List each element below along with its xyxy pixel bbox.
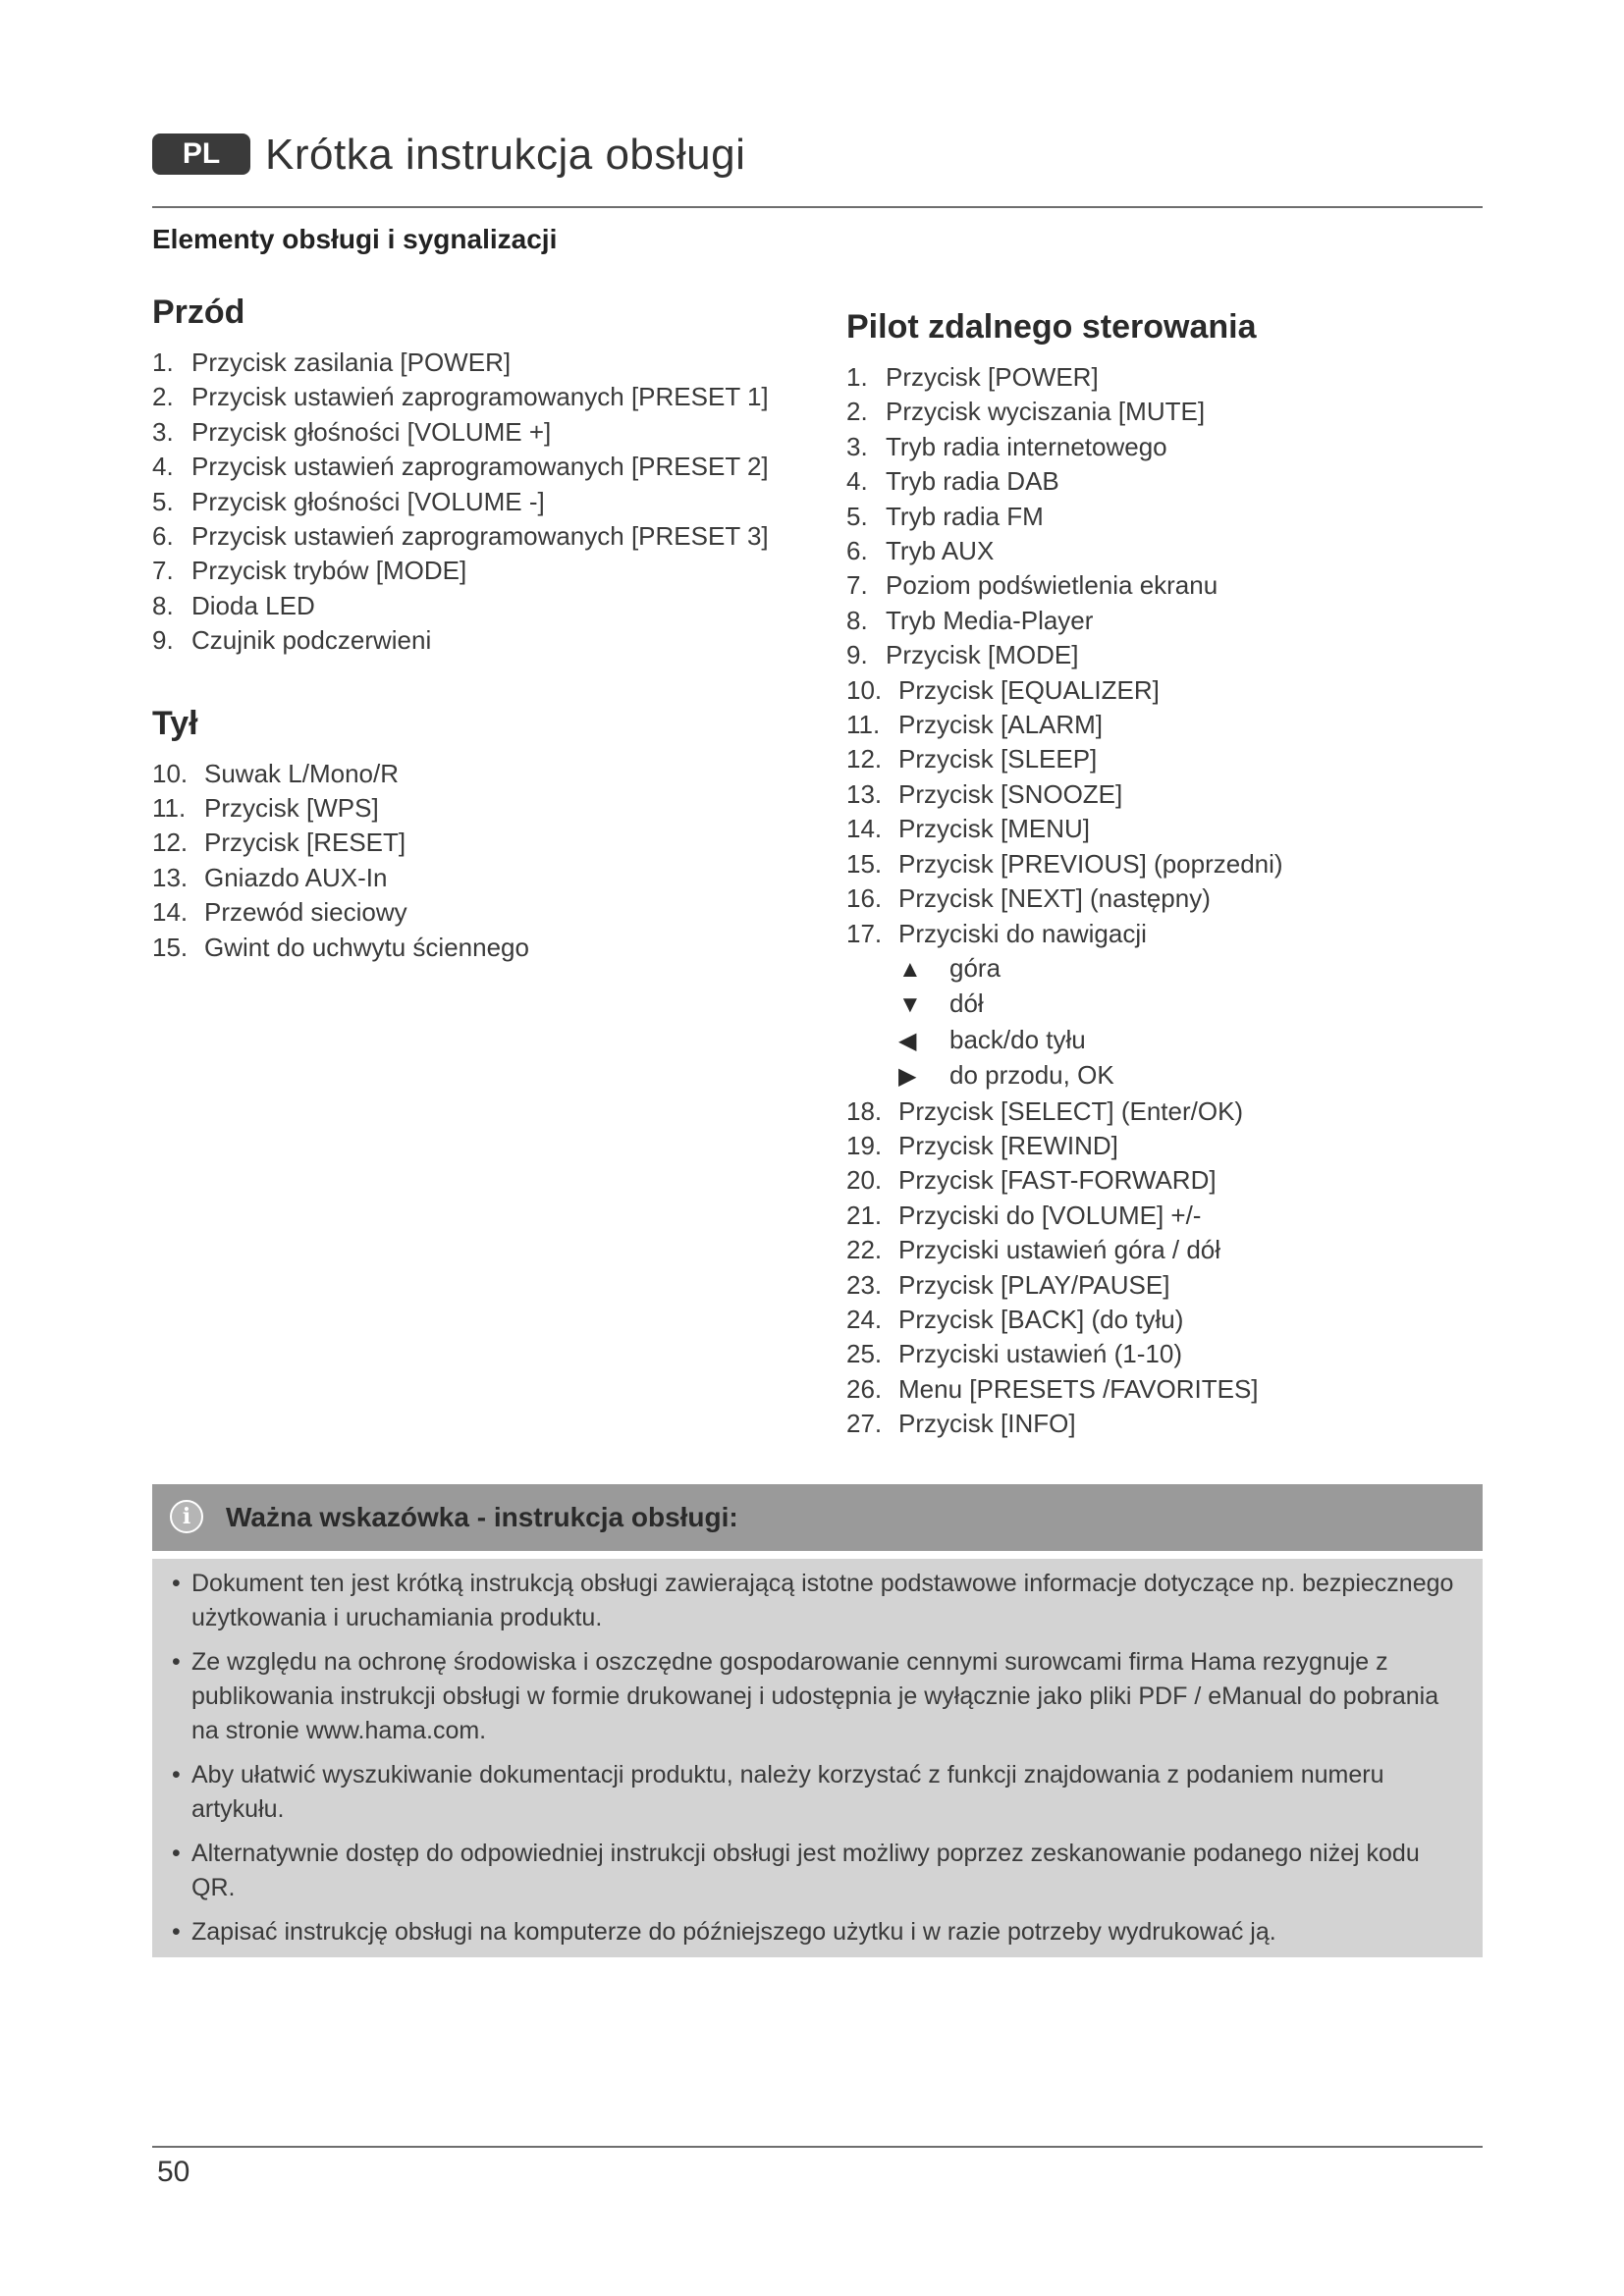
item-text: Przyciski ustawień (1-10) bbox=[898, 1339, 1182, 1369]
list-item bbox=[846, 881, 1485, 916]
item-number: 4. bbox=[846, 466, 868, 497]
item-number: 9. bbox=[846, 640, 868, 670]
list-item bbox=[846, 1407, 1485, 1441]
notice-bullet: • Zapisać instrukcję obsługi na komputerze do późniejszego użytku i w razie potrzeby wydrukować ją. bbox=[172, 1915, 1463, 1949]
remote-items-list-c bbox=[846, 1095, 1485, 1442]
list-item bbox=[846, 1233, 1485, 1267]
item-number: 22. bbox=[846, 1235, 883, 1265]
notice-bullet: • Ze względu na ochronę środowiska i oszczędne gospodarowanie cennymi surowcami firma Hama rezygnuje z publikowania instrukcji obsługi w formie drukowanej i udostępnia je wyłącznie jako pliki PDF / eManual do pobrania na stronie www.hama.com. bbox=[172, 1645, 1463, 1748]
item-number: 11. bbox=[152, 793, 187, 824]
item-text: Przewód sieciowy bbox=[204, 897, 407, 928]
item-number: 25. bbox=[846, 1339, 883, 1369]
list-item bbox=[846, 1268, 1485, 1303]
item-text: Przycisk [PLAY/PAUSE] bbox=[898, 1269, 1170, 1300]
item-text: Dioda LED bbox=[191, 590, 315, 620]
item-number: 7. bbox=[846, 570, 868, 601]
item-number: 13. bbox=[152, 862, 189, 892]
item-number: 19. bbox=[846, 1130, 883, 1160]
notice-bullets bbox=[172, 1567, 1463, 1949]
notice-bullet: • Alternatywnie dostęp do odpowiedniej instrukcji obsługi jest możliwy poprzez zeskanowanie podanego niżej kodu QR. bbox=[172, 1837, 1463, 1905]
item-number: 3. bbox=[846, 431, 868, 461]
list-item bbox=[846, 1129, 1485, 1163]
list-item bbox=[846, 1199, 1485, 1233]
page-header bbox=[152, 126, 1483, 208]
list-item bbox=[152, 861, 790, 895]
list-item bbox=[846, 464, 1485, 499]
item-number: 16. bbox=[846, 883, 883, 914]
list-item bbox=[846, 534, 1485, 568]
item-number: 13. bbox=[846, 778, 883, 809]
item-text: Suwak L/Mono/R bbox=[204, 758, 399, 788]
list-item bbox=[152, 346, 790, 380]
item-number: 8. bbox=[846, 605, 868, 635]
item-text: Przycisk [FAST-FORWARD] bbox=[898, 1165, 1217, 1196]
item-number: 23. bbox=[846, 1269, 883, 1300]
item-number: 10. bbox=[152, 758, 189, 788]
item-number: 8. bbox=[152, 590, 174, 620]
item-text: Przyciski do nawigacji bbox=[898, 918, 1147, 948]
list-item bbox=[152, 895, 790, 930]
list-item bbox=[846, 500, 1485, 534]
item-text: Czujnik podczerwieni bbox=[191, 625, 432, 656]
nav-item-text: do przodu, OK bbox=[949, 1060, 1114, 1091]
navigation-sub-list bbox=[846, 951, 1485, 1095]
item-number: 1. bbox=[152, 347, 174, 377]
item-text: Przyciski ustawień góra / dół bbox=[898, 1235, 1221, 1265]
list-item bbox=[152, 757, 790, 791]
remote-items-list-a bbox=[846, 360, 1485, 673]
language-badge: PL bbox=[152, 133, 250, 175]
item-text: Przycisk ustawień zaprogramowanych [PRESET 2] bbox=[191, 452, 769, 482]
notice-title: Ważna wskazówka - instrukcja obsługi: bbox=[226, 1502, 738, 1532]
item-number: 27. bbox=[846, 1409, 883, 1439]
nav-item bbox=[898, 951, 1485, 987]
list-item bbox=[152, 623, 790, 658]
notice-bullet: • Dokument ten jest krótką instrukcją obsługi zawierającą istotne podstawowe informacje dotyczące np. bezpiecznego użytkowania i uruchamiania produktu. bbox=[172, 1567, 1463, 1635]
item-number: 2. bbox=[846, 397, 868, 427]
item-text: Tryb radia FM bbox=[886, 501, 1044, 531]
list-item bbox=[846, 673, 1485, 708]
item-number: 5. bbox=[846, 501, 868, 531]
important-notice-box bbox=[152, 1484, 1483, 1957]
nav-item-text: góra bbox=[949, 952, 1001, 983]
item-number: 2. bbox=[152, 382, 174, 412]
item-text: Przycisk ustawień zaprogramowanych [PRESET 1] bbox=[191, 382, 769, 412]
item-number: 4. bbox=[152, 452, 174, 482]
list-item bbox=[846, 847, 1485, 881]
list-item bbox=[846, 430, 1485, 464]
item-number: 24. bbox=[846, 1304, 883, 1334]
item-text: Przycisk [BACK] (do tyłu) bbox=[898, 1304, 1184, 1334]
item-text: Przycisk [RESET] bbox=[204, 828, 406, 858]
list-item bbox=[846, 777, 1485, 812]
item-number: 9. bbox=[152, 625, 174, 656]
list-item bbox=[846, 638, 1485, 672]
item-text: Przycisk zasilania [POWER] bbox=[191, 347, 512, 377]
section-title: Elementy obsługi i sygnalizacji bbox=[152, 224, 558, 254]
info-icon: i bbox=[170, 1500, 203, 1533]
list-item bbox=[152, 485, 790, 519]
back-heading: Tył bbox=[152, 704, 198, 742]
list-item bbox=[846, 708, 1485, 742]
list-item bbox=[152, 450, 790, 484]
item-text: Przycisk [INFO] bbox=[898, 1409, 1076, 1439]
item-number: 11. bbox=[846, 710, 881, 740]
list-item bbox=[846, 1095, 1485, 1129]
list-item bbox=[152, 380, 790, 414]
item-number: 20. bbox=[846, 1165, 883, 1196]
list-item bbox=[152, 826, 790, 860]
right-column bbox=[846, 305, 1485, 1442]
item-text: Przycisk [MODE] bbox=[886, 640, 1079, 670]
front-items-list bbox=[152, 346, 790, 659]
list-item bbox=[846, 568, 1485, 603]
list-item bbox=[846, 1163, 1485, 1198]
item-text: Gwint do uchwytu ściennego bbox=[204, 932, 529, 962]
item-text: Przycisk [WPS] bbox=[204, 793, 379, 824]
list-item bbox=[846, 1337, 1485, 1371]
item-number: 12. bbox=[846, 744, 883, 774]
item-text: Przyciski do [VOLUME] +/- bbox=[898, 1200, 1202, 1230]
item-text: Przycisk [PREVIOUS] (poprzedni) bbox=[898, 848, 1283, 879]
item-text: Przycisk [SELECT] (Enter/OK) bbox=[898, 1095, 1244, 1126]
list-item bbox=[152, 554, 790, 588]
item-text: Tryb Media-Player bbox=[886, 605, 1094, 635]
list-item bbox=[152, 415, 790, 450]
front-heading: Przód bbox=[152, 294, 245, 331]
list-item bbox=[846, 360, 1485, 395]
item-text: Przycisk [POWER] bbox=[886, 362, 1099, 392]
item-text: Przycisk trybów [MODE] bbox=[191, 556, 467, 586]
item-text: Tryb radia DAB bbox=[886, 466, 1059, 497]
item-number: 6. bbox=[152, 521, 174, 552]
arrow-left-icon: ◀ bbox=[898, 1027, 917, 1054]
footer-divider bbox=[152, 2146, 1483, 2148]
nav-item bbox=[898, 1058, 1485, 1094]
nav-item bbox=[898, 1023, 1485, 1058]
item-text: Przycisk wyciszania [MUTE] bbox=[886, 397, 1206, 427]
item-number: 10. bbox=[846, 674, 883, 705]
item-text: Poziom podświetlenia ekranu bbox=[886, 570, 1218, 601]
item-text: Menu [PRESETS /FAVORITES] bbox=[898, 1373, 1259, 1404]
list-item bbox=[846, 812, 1485, 846]
item-text: Przycisk głośności [VOLUME +] bbox=[191, 416, 552, 447]
list-item bbox=[846, 395, 1485, 429]
left-column bbox=[152, 291, 790, 965]
arrow-down-icon: ▼ bbox=[898, 991, 922, 1019]
item-number: 18. bbox=[846, 1095, 883, 1126]
remote-heading: Pilot zdalnego sterowania bbox=[846, 308, 1257, 346]
item-number: 17. bbox=[846, 918, 883, 948]
item-text: Przycisk [ALARM] bbox=[898, 710, 1104, 740]
item-number: 7. bbox=[152, 556, 174, 586]
notice-body bbox=[152, 1559, 1483, 1957]
item-number: 14. bbox=[846, 814, 883, 844]
notice-header bbox=[152, 1484, 1483, 1551]
item-number: 3. bbox=[152, 416, 174, 447]
item-text: Przycisk ustawień zaprogramowanych [PRESET 3] bbox=[191, 521, 769, 552]
item-number: 1. bbox=[846, 362, 868, 392]
item-number: 15. bbox=[152, 932, 189, 962]
list-item bbox=[152, 791, 790, 826]
item-number: 26. bbox=[846, 1373, 883, 1404]
list-item bbox=[152, 519, 790, 554]
item-text: Przycisk [EQUALIZER] bbox=[898, 674, 1160, 705]
item-text: Przycisk [NEXT] (następny) bbox=[898, 883, 1211, 914]
list-item bbox=[152, 589, 790, 623]
nav-item-text: back/do tyłu bbox=[949, 1024, 1086, 1054]
item-number: 5. bbox=[152, 486, 174, 516]
item-text: Tryb AUX bbox=[886, 536, 995, 566]
item-text: Przycisk głośności [VOLUME -] bbox=[191, 486, 545, 516]
item-text: Przycisk [MENU] bbox=[898, 814, 1090, 844]
list-item bbox=[846, 1303, 1485, 1337]
list-item bbox=[846, 917, 1485, 951]
list-item bbox=[846, 742, 1485, 776]
remote-items-list-b bbox=[846, 673, 1485, 951]
document-title: Krótka instrukcja obsługi bbox=[265, 131, 746, 179]
list-item bbox=[846, 1372, 1485, 1407]
list-item bbox=[152, 931, 790, 965]
item-text: Przycisk [SLEEP] bbox=[898, 744, 1098, 774]
item-number: 6. bbox=[846, 536, 868, 566]
item-text: Tryb radia internetowego bbox=[886, 431, 1167, 461]
item-number: 15. bbox=[846, 848, 883, 879]
page-number: 50 bbox=[157, 2156, 190, 2188]
item-text: Gniazdo AUX-In bbox=[204, 862, 388, 892]
back-items-list bbox=[152, 757, 790, 965]
nav-item bbox=[898, 987, 1485, 1022]
item-number: 21. bbox=[846, 1200, 883, 1230]
list-item bbox=[846, 604, 1485, 638]
item-number: 14. bbox=[152, 897, 189, 928]
notice-bullet: • Aby ułatwić wyszukiwanie dokumentacji produktu, należy korzystać z funkcji znajdowania z podaniem numeru artykułu. bbox=[172, 1758, 1463, 1827]
nav-item-text: dół bbox=[949, 988, 984, 1019]
item-text: Przycisk [SNOOZE] bbox=[898, 778, 1123, 809]
item-number: 12. bbox=[152, 828, 189, 858]
arrow-right-icon: ▶ bbox=[898, 1063, 917, 1091]
arrow-up-icon: ▲ bbox=[898, 955, 922, 983]
item-text: Przycisk [REWIND] bbox=[898, 1130, 1118, 1160]
